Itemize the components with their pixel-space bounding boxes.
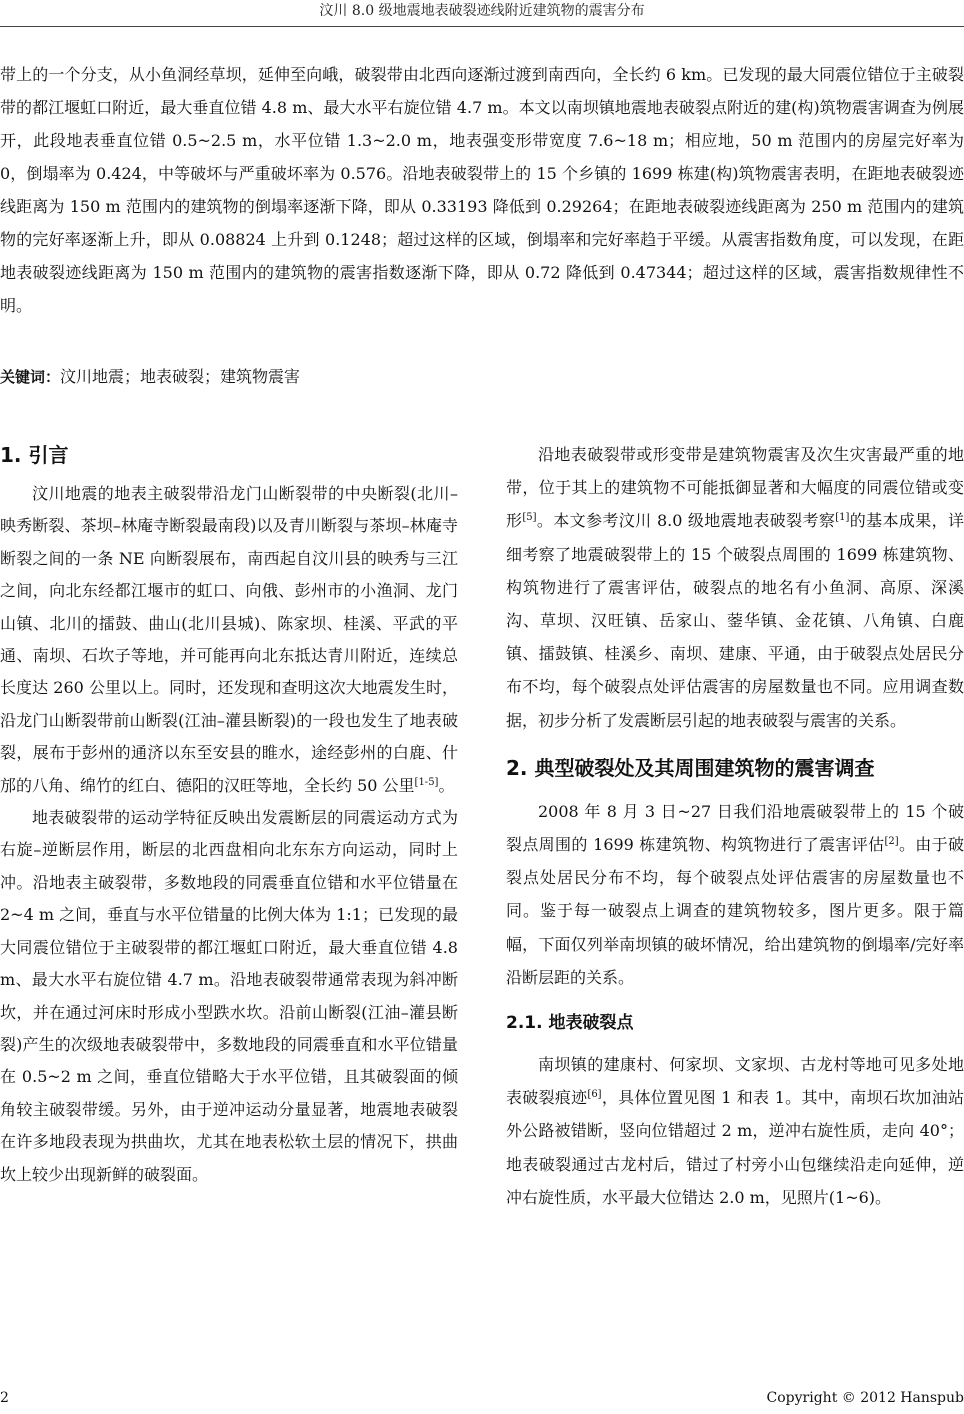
survey-paragraph — [506, 795, 964, 994]
running-title: 汶川 8.0 级地震地表破裂迹线附近建筑物的震害分布 — [319, 3, 645, 19]
keywords — [0, 362, 964, 392]
left-column — [0, 438, 458, 1191]
intro-paragraph-1 — [0, 478, 458, 802]
right-column — [506, 438, 964, 1214]
citation: [6] — [587, 1089, 602, 1101]
intro-paragraph-3 — [506, 438, 964, 737]
rupture-points-text: 南坝镇的建康村、何家坝、文家坝、古龙村等地可见多处地表破裂痕迹 — [506, 1055, 964, 1108]
page-number: 2 — [0, 1390, 9, 1406]
survey-paragraph-end: 。由于破裂点处居民分布不均，每个破裂点处评估震害的房屋数量也不同。鉴于每一破裂点上调查的建筑物较多，图片更多。限于篇幅，下面仅列举南坝镇的破坏情况，给出建筑物的倒塌率/完好率沿断层距的关系。 — [506, 835, 964, 987]
rupture-points-end: ，具体位置见图 1 和表 1。其中，南坝石坎加油站外公路被错断，竖向位错超过 2 m，逆冲右旋性质，走向 40°；地表破裂通过古龙村后，错过了村旁小山包继续沿走向延伸，逆冲右旋性质，水平最大位错达 2.0 m，见照片(1~6)。 — [506, 1088, 964, 1207]
citation: [1] — [835, 512, 850, 524]
intro-paragraph-2-text: 地表破裂带的运动学特征反映出发震断层的同震运动方式为右旋–逆断层作用，断层的北西盘相向北东东方向运动，同时上冲。沿地表主破裂带，多数地段的同震垂直位错和水平位错量在 2~4 m 之间，垂直与水平位错量的比例大体为 1:1；已发现的最大同震位错位于主破裂带的都江堰虹口附近，最大垂直位错 4.8 m、最大水平右旋位错 4.7 m。沿地表破裂带通常表现为斜冲断坎，并在通过河床时形成小型跌水坎。沿前山断裂(江油–灌县断裂)产生的次级地表破裂带中，多数地段的同震垂直和水平位错量在 0.5~2 m 之间，垂直位错略大于水平位错，且其破裂面的倾角较主破裂带缓。另外，由于逆冲运动分量显著，地震地表破裂在许多地段表现为拱曲坎，尤其在地表松软土层的情况下，拱曲坎上较少出现新鲜的破裂面。 — [0, 808, 458, 1184]
abstract-text: 带上的一个分支，从小鱼洞经草坝，延伸至向峨，破裂带由北西向逐渐过渡到南西向，全长约 6 km。已发现的最大同震位错位于主破裂带的都江堰虹口附近，最大垂直位错 4.8 m、最大水平右旋位错 4.7 m。本文以南坝镇地震地表破裂点附近的建(构)筑物震害调查为例展开，此段地表垂直位错 0.5~2.5 m，水平位错 1.3~2.0 m，地表强变形带宽度 7.6~18 m；相应地，50 m 范围内的房屋完好率为 0，倒塌率为 0.424，中等破坏与严重破坏率为 0.576。沿地表破裂带上的 15 个乡镇的 1699 栋建(构)筑物震害表明，在距地表破裂迹线距离为 150 m 范围内的建筑物的倒塌率逐渐下降，即从 0.33193 降低到 0.29264；在距地表破裂迹线距离为 250 m 范围内的建筑物的完好率逐渐上升，即从 0.08824 上升到 0.1248；超过这样的区域，倒塌率和完好率趋于平缓。从震害指数角度，可以发现，在距地表破裂迹线距离为 150 m 范围内的建筑物的震害指数逐渐下降，即从 0.72 降低到 0.47344；超过这样的区域，震害指数规律性不明。 — [0, 65, 964, 315]
rupture-points-paragraph — [506, 1048, 964, 1214]
section-1-heading: 1. 引言 — [0, 443, 69, 467]
header-rule — [0, 26, 964, 27]
running-header — [0, 0, 964, 26]
citation: [1-5] — [414, 776, 439, 788]
intro-paragraph-2 — [0, 802, 458, 1191]
intro-paragraph-3-text: 沿地表破裂带或形变带是建筑物震害及次生灾害最严重的地带，位于其上的建筑物不可能抵御显著和大幅度的同震位错或变形 — [506, 445, 964, 531]
keywords-text: 汶川地震；地表破裂；建筑物震害 — [60, 367, 301, 386]
intro-paragraph-3-mid: 。本文参考汶川 8.0 级地震地表破裂考察 — [536, 511, 836, 531]
section-2-heading: 2. 典型破裂处及其周围建筑物的震害调查 — [506, 755, 875, 780]
intro-paragraph-3-end: 的基本成果，详细考察了地震破裂带上的 15 个破裂点周围的 1699 栋建筑物、构筑物进行了震害评估，破裂点的地名有小鱼洞、高原、深溪沟、草坝、汉旺镇、岳家山、蓥华镇、金花镇、八角镇、白鹿镇、擂鼓镇、桂溪乡、南坝、建康、平通，由于破裂点处居民分布不均，每个破裂点处评估震害的房屋数量也不同。应用调查数据，初步分析了发震断层引起的地表破裂与震害的关系。 — [506, 511, 964, 730]
intro-paragraph-1-text: 汶川地震的地表主破裂带沿龙门山断裂带的中央断裂(北川–映秀断裂、茶坝–林庵寺断裂最南段)以及青川断裂与茶坝–林庵寺断裂之间的一条 NE 向断裂展布，南西起自汶川县的映秀与三江之间，向北东经都江堰市的虹口、向俄、彭州市的小渔洞、龙门山镇、北川的擂鼓、曲山(北川县城)、陈家坝、桂溪、平武的平通、南坝、石坎子等地，并可能再向北东抵达青川附近，连续总长度达 260 公里以上。同时，还发现和查明这次大地震发生时，沿龙门山断裂带前山断裂(江油–灌县断裂)的一段也发生了地表破裂，展布于彭州的通济以东至安县的睢水，途经彭州的白鹿、什邡的八角、绵竹的红白、德阳的汉旺等地，全长约 50 公里 — [0, 484, 458, 795]
citation: [2] — [884, 836, 899, 848]
keywords-label: 关键词： — [0, 368, 61, 386]
copyright-notice: Copyright © 2012 Hanspub — [766, 1390, 964, 1406]
abstract — [0, 58, 964, 322]
citation: [5] — [522, 512, 537, 524]
subsection-2-1-heading: 2.1. 地表破裂点 — [506, 1013, 634, 1034]
intro-paragraph-1-end: 。 — [438, 775, 455, 795]
survey-paragraph-text: 2008 年 8 月 3 日~27 日我们沿地震破裂带上的 15 个破裂点周围的 1699 栋建筑物、构筑物进行了震害评估 — [506, 801, 964, 855]
